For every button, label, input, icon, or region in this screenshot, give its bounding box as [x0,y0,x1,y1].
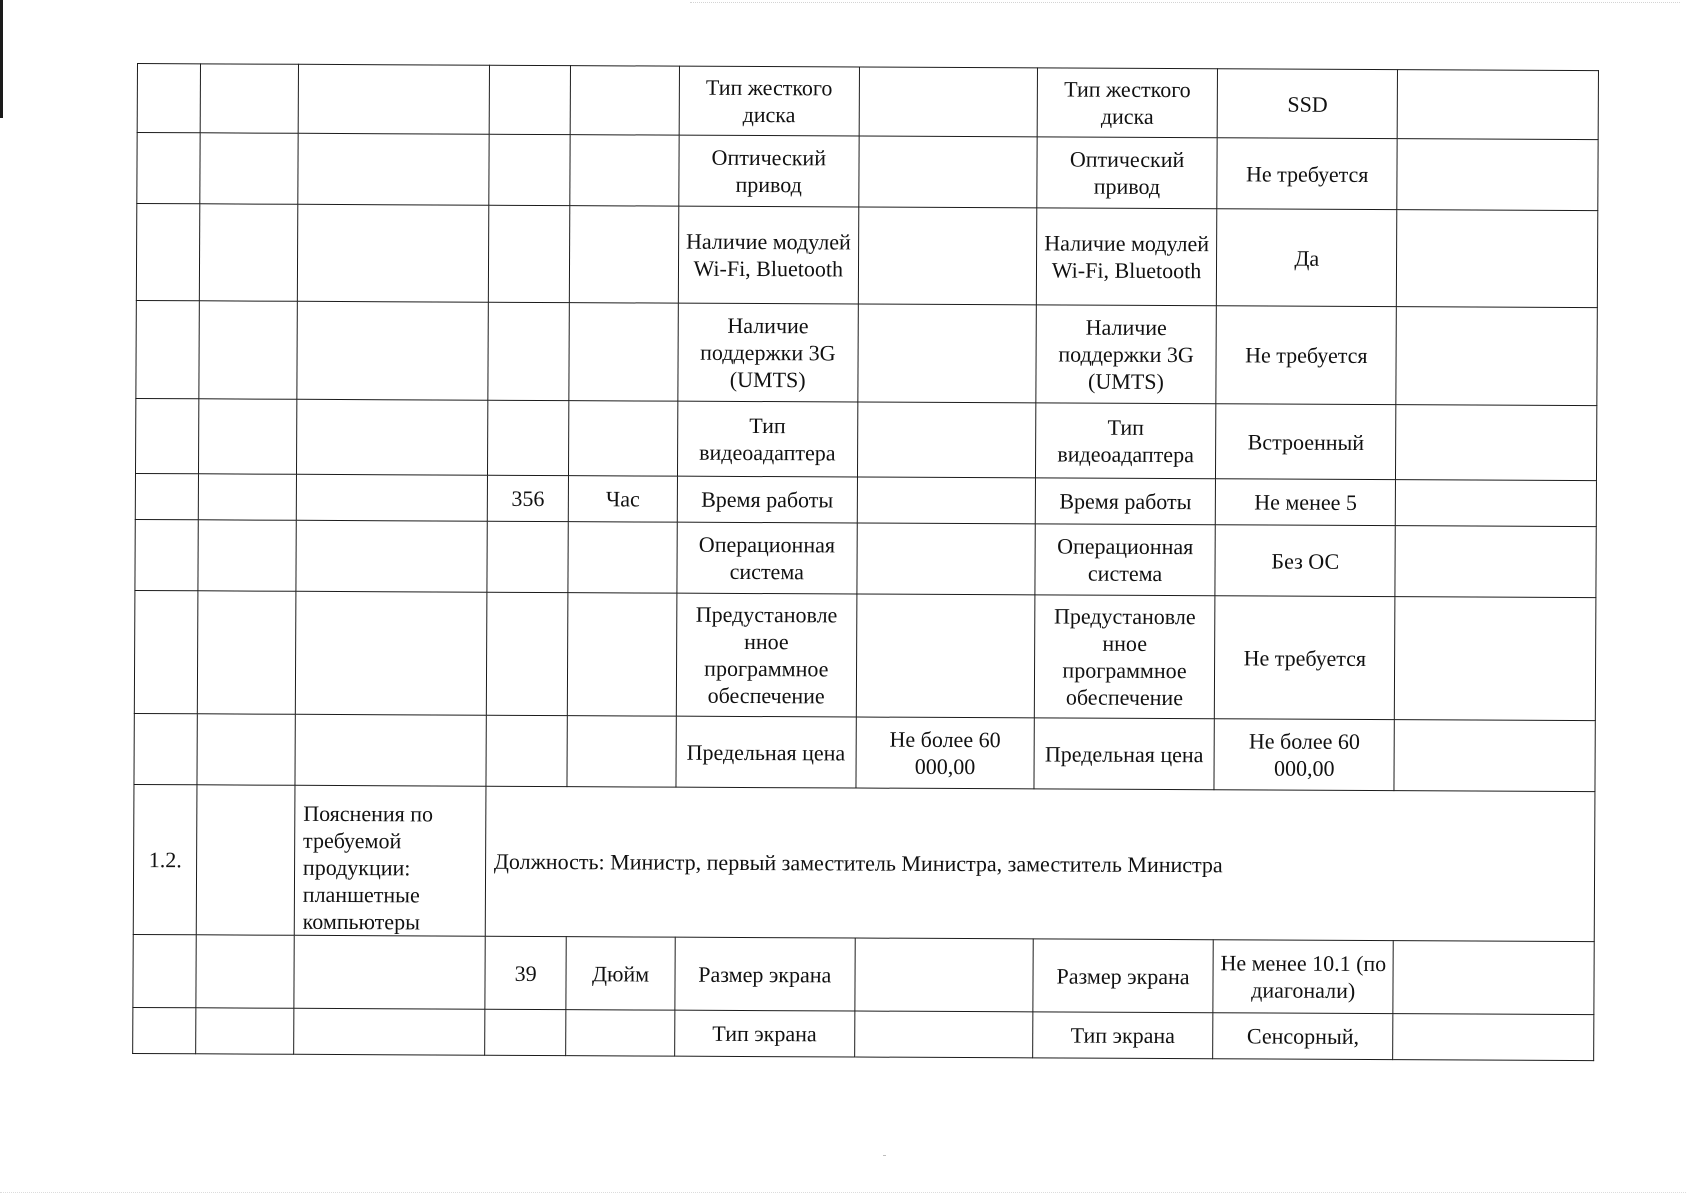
characteristic-name-cell: Операционная система [1035,524,1216,596]
scan-noise-line [690,2,1680,4]
characteristic-name-cell: Тип экрана [1033,1012,1213,1059]
characteristic-value-cell [857,402,1035,478]
table-row [133,1007,1594,1060]
characteristic-name-cell: Оптический привод [1037,137,1218,209]
product-name-cell [296,474,487,521]
table-row [135,473,1596,526]
row-number-cell [137,64,201,133]
okei-unit-cell [569,401,678,477]
code-cell [199,474,297,520]
okei-code-cell [489,134,571,205]
section-header-row [133,784,1595,941]
row-number-cell [135,473,199,519]
note-cell [1394,720,1595,792]
table-row [137,133,1598,211]
characteristic-value-cell: Без ОС [1215,525,1396,597]
table-row [134,590,1596,720]
row-number-cell [137,133,201,204]
characteristic-name-cell: Размер экрана [675,937,856,1011]
code-cell [200,133,298,204]
note-cell [1395,597,1596,721]
okei-unit-cell [569,303,678,402]
row-number-cell [133,934,197,1007]
characteristic-value-cell: Не более 60 000,00 [1214,719,1395,791]
note-cell [1397,210,1598,308]
note-cell [1397,70,1598,140]
characteristic-name-cell: Тип видеоадаптера [677,401,858,477]
product-name-cell [295,714,486,786]
table-row [136,300,1597,405]
okei-unit-cell [570,135,679,207]
characteristic-value-cell: Встроенный [1216,404,1397,480]
row-number-cell [136,204,200,301]
okei-code-cell [488,302,570,400]
characteristic-value-cell [858,207,1037,305]
characteristic-value-cell [859,67,1037,137]
table-row [136,204,1597,308]
characteristic-value-cell: SSD [1217,69,1398,139]
characteristic-value-cell [857,523,1035,595]
table-row [133,934,1594,1014]
product-name-cell [294,1008,485,1055]
characteristic-value-cell: Не требуется [1214,596,1395,720]
okei-code-cell [484,1009,566,1055]
product-name-cell [297,301,488,400]
characteristic-name-cell: Предельная цена [676,716,857,788]
code-cell [200,64,298,133]
row-number-cell [135,398,199,473]
characteristic-value-cell: Не требуется [1216,306,1397,405]
note-cell [1393,941,1594,1015]
row-number-cell [133,1007,197,1053]
characteristic-value-cell [855,1011,1033,1058]
code-cell [197,785,295,935]
code-cell [196,935,294,1008]
okei-unit-cell [566,1010,675,1057]
table-row [135,519,1596,597]
characteristic-name-cell: Предустановле нное программное обеспечение [676,593,857,717]
scan-noise-line [0,1192,1686,1194]
product-name-cell [297,204,488,302]
requirements-table [132,63,1599,1061]
section-position-cell: Должность: Министр, первый заместитель Министра, заместитель Министра [485,786,1595,941]
characteristic-value-cell: Не требуется [1217,138,1398,210]
note-cell [1397,139,1598,211]
characteristic-name-cell: Предельная цена [1034,718,1215,790]
section-number-cell: 1.2. [133,784,197,934]
characteristic-value-cell [859,136,1037,208]
note-cell [1395,526,1596,598]
characteristic-name-cell: Предустановле нное программное обеспечение [1034,595,1215,719]
product-name-cell [296,520,487,592]
characteristic-name-cell: Размер экрана [1033,939,1214,1013]
code-cell [200,204,298,301]
characteristic-value-cell [856,594,1035,718]
okei-unit-cell [568,593,677,717]
okei-code-cell [489,65,571,134]
product-name-cell [298,133,489,205]
characteristic-name-cell: Тип жесткого диска [1037,68,1218,138]
section-product-name-cell: Пояснения по требуемой продукции: планшетные компьютеры [294,785,486,936]
okei-code-cell: 39 [485,936,567,1009]
note-cell [1396,480,1597,527]
characteristic-name-cell: Тип видеоадаптера [1035,403,1216,479]
okei-code-cell [487,521,569,592]
characteristic-value-cell [857,477,1035,524]
characteristic-name-cell: Наличие поддержки 3G (UMTS) [1036,305,1217,404]
product-name-cell [298,64,489,134]
code-cell [199,301,297,399]
okei-unit-cell [567,716,676,788]
characteristic-name-cell: Наличие модулей Wi-Fi, Bluetooth [1036,208,1217,306]
product-name-cell [295,591,487,715]
okei-unit-cell [570,206,679,304]
characteristic-name-cell: Время работы [677,476,857,523]
code-cell [198,520,296,591]
okei-code-cell [486,592,568,715]
characteristic-name-cell: Тип экрана [674,1010,854,1057]
code-cell [197,714,295,785]
characteristic-name-cell: Наличие модулей Wi-Fi, Bluetooth [678,206,859,304]
product-name-cell [296,399,487,475]
characteristic-value-cell [855,938,1033,1012]
row-number-cell [134,713,198,784]
row-number-cell [134,590,198,713]
row-number-cell [136,300,200,398]
characteristic-name-cell: Наличие поддержки 3G (UMTS) [678,303,859,402]
okei-unit-cell: Час [569,476,678,523]
code-cell [196,1008,294,1054]
characteristic-value-cell: Не менее 5 [1215,479,1395,526]
characteristic-value-cell [858,304,1037,403]
code-cell [198,591,296,714]
characteristic-name-cell: Время работы [1035,478,1215,525]
scan-edge-mark [0,0,3,118]
characteristic-name-cell: Тип жесткого диска [679,66,860,136]
row-number-cell [135,519,199,590]
product-name-cell [294,935,485,1009]
table-row [134,713,1595,791]
okei-unit-cell: Дюйм [566,937,675,1011]
characteristic-name-cell: Оптический привод [678,135,859,207]
table-row [135,398,1596,480]
okei-unit-cell [568,522,677,594]
okei-code-cell: 356 [487,475,569,521]
table-row [137,64,1598,140]
okei-code-cell [486,715,568,786]
code-cell [199,399,297,474]
okei-code-cell [487,400,569,475]
characteristic-value-cell: Не более 60 000,00 [856,717,1034,789]
characteristic-value-cell: Сенсорный, [1213,1013,1393,1060]
characteristic-name-cell: Операционная система [677,522,858,594]
characteristic-value-cell: Да [1216,209,1397,307]
okei-code-cell [488,205,570,302]
okei-unit-cell [570,66,679,136]
characteristic-value-cell: Не менее 10.1 (по диагонали) [1213,940,1394,1014]
scan-speck [883,1155,886,1156]
note-cell [1396,405,1597,481]
note-cell [1393,1014,1594,1061]
note-cell [1396,307,1597,406]
